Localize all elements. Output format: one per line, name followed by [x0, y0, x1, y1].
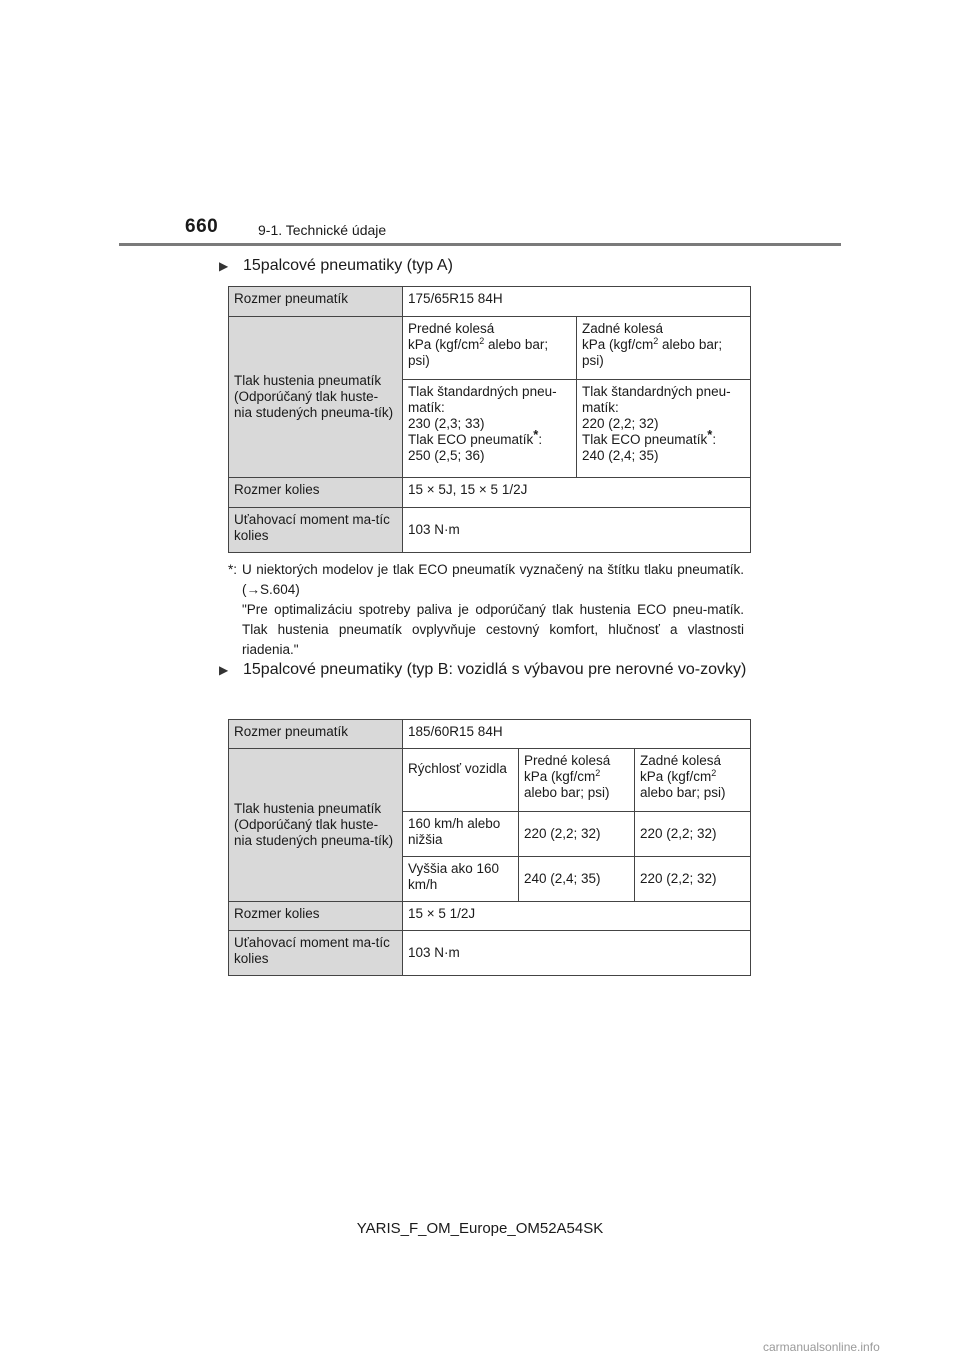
wheel-size-label: Rozmer kolies	[229, 478, 403, 508]
tire-size-label: Rozmer pneumatík	[229, 287, 403, 317]
table-row	[229, 902, 751, 931]
tire-spec-table-b	[228, 719, 751, 976]
speed-cell: Vyššia ako 160 km/h	[403, 857, 519, 902]
table-row	[229, 508, 751, 553]
footnote-line-2: "Pre optimalizáciu spotreby paliva je odporúčaný tlak hustenia ECO pneu-matík. Tlak hustenia pneumatík ovplyvňuje cestovný komfort, hlučnosť a vlastnosti riadenia."	[242, 602, 744, 657]
footnote-line-1: U niektorých modelov je tlak ECO pneumatík vyznačený na štítku tlaku pneumatík. (→S.604)	[242, 562, 744, 597]
front-wheels-header: Predné kolesá kPa ($kgf/cm^2$ alebo bar; psi)	[403, 317, 577, 380]
torque-label: Uťahovací moment ma-tíc kolies	[229, 931, 403, 976]
front-pressure-cell: 240 (2,4; 35)	[519, 857, 635, 902]
pressure-label: Tlak hustenia pneumatík (Odporúčaný tlak huste-nia studených pneuma-tík)	[229, 749, 403, 902]
rear-pressure-values: Tlak štandardných pneu-matík: 220 (2,2; 32) Tlak ECO pneumatík*: 240 (2,4; 35)	[577, 380, 751, 478]
table-row	[229, 749, 751, 812]
watermark: carmanualsonline.info	[763, 1340, 880, 1354]
rear-wheels-header: Zadné kolesá kPa ($kgf/cm^2$ alebo bar; psi)	[577, 317, 751, 380]
torque-value: 103 N·m	[403, 931, 751, 976]
torque-value: 103 N·m	[403, 508, 751, 553]
table-b-heading	[219, 657, 749, 683]
table-row	[229, 931, 751, 976]
speed-header: Rýchlosť vozidla	[403, 749, 519, 812]
footnote-mark: *:	[228, 562, 238, 577]
tire-size-value: 175/65R15 84H	[403, 287, 751, 317]
tire-size-label: Rozmer pneumatík	[229, 720, 403, 749]
rear-wheels-header: Zadné kolesá kPa ($kgf/cm^2$ alebo bar; psi)	[635, 749, 751, 812]
torque-label: Uťahovací moment ma-tíc kolies	[229, 508, 403, 553]
table-row	[229, 317, 751, 380]
table-b-heading-text: 15palcové pneumatiky (typ B: vozidlá s výbavou pre nerovné vo-zovky)	[243, 661, 747, 678]
front-pressure-values: Tlak štandardných pneu-matík: 230 (2,3; 33) Tlak ECO pneumatík*: 250 (2,5; 36)	[403, 380, 577, 478]
wheel-size-label: Rozmer kolies	[229, 902, 403, 931]
table-a-heading-text: 15palcové pneumatiky (typ A)	[243, 257, 453, 274]
rear-pressure-cell: 220 (2,2; 32)	[635, 812, 751, 857]
front-wheels-header: Predné kolesá kPa ($kgf/cm^2$ alebo bar; psi)	[519, 749, 635, 812]
header-rule	[119, 243, 841, 246]
speed-cell: 160 km/h alebo nižšia	[403, 812, 519, 857]
pressure-label: Tlak hustenia pneumatík (Odporúčaný tlak huste-nia studených pneuma-tík)	[229, 317, 403, 478]
tire-spec-table-a	[228, 286, 751, 553]
table-row	[229, 720, 751, 749]
triangle-bullet-icon: ▶	[219, 663, 229, 677]
document-id-footer: YARIS_F_OM_Europe_OM52A54SK	[356, 1220, 604, 1237]
front-pressure-cell: 220 (2,2; 32)	[519, 812, 635, 857]
wheel-size-value: 15 × 5 1/2J	[403, 902, 751, 931]
rear-pressure-cell: 220 (2,2; 32)	[635, 857, 751, 902]
footnote	[228, 560, 744, 660]
tire-size-value: 185/60R15 84H	[403, 720, 751, 749]
table-row	[229, 478, 751, 508]
table-row	[229, 287, 751, 317]
triangle-bullet-icon: ▶	[219, 259, 229, 273]
wheel-size-value: 15 × 5J, 15 × 5 1/2J	[403, 478, 751, 508]
table-a-heading	[219, 253, 749, 279]
page-number: 660	[185, 216, 219, 237]
section-title: 9-1. Technické údaje	[258, 222, 387, 238]
